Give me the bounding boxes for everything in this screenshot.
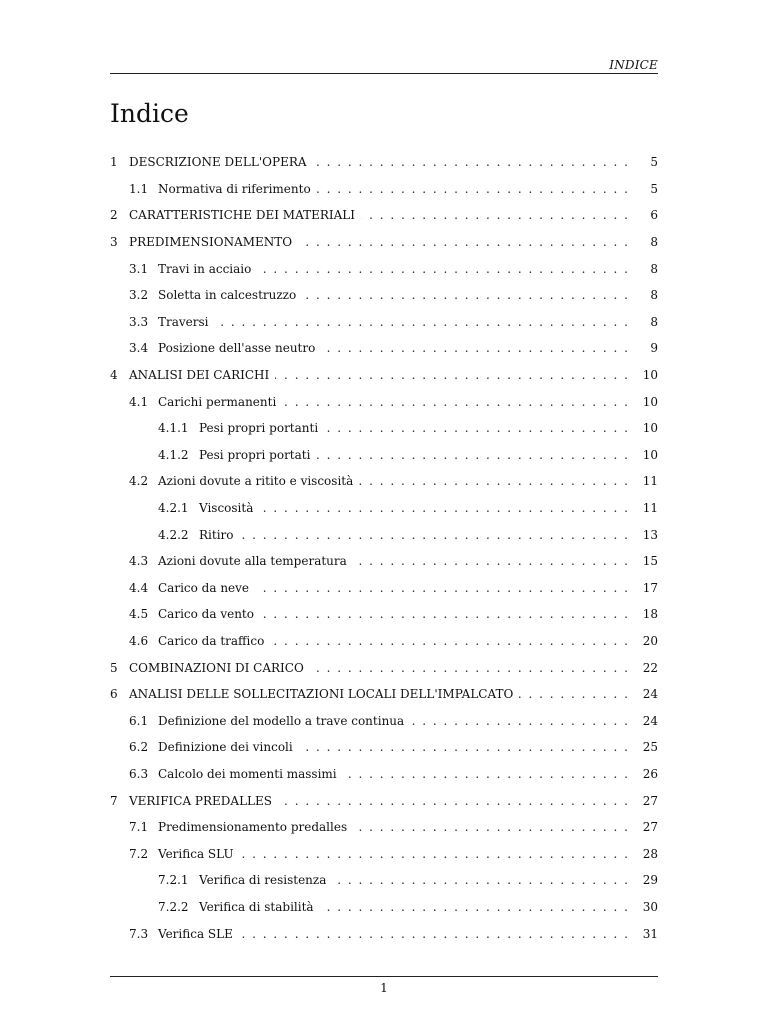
toc-dot-leader — [332, 873, 628, 887]
toc-entry-title: Definizione del modello a trave continua — [158, 713, 405, 728]
toc-entry-page: 24 — [642, 687, 658, 702]
toc-entry[interactable] — [110, 149, 658, 176]
toc-dot-leader — [257, 262, 628, 276]
toc-entry[interactable] — [110, 920, 658, 947]
toc-entry-page: 25 — [642, 740, 658, 755]
toc-entry-title: Travi in acciaio — [158, 261, 252, 276]
footer-rule — [110, 976, 658, 977]
toc-entry[interactable] — [110, 707, 658, 734]
toc-dot-leader — [299, 740, 628, 754]
toc-entry-page: 8 — [650, 235, 658, 250]
toc-entry[interactable] — [110, 468, 658, 495]
toc-entry-page: 11 — [642, 474, 658, 489]
toc-entry[interactable] — [110, 814, 658, 841]
toc-entry-number: 1 — [110, 155, 118, 170]
toc-entry-number: 6.3 — [129, 766, 149, 781]
toc-entry[interactable] — [110, 575, 658, 602]
toc-entry-title: Verifica di resistenza — [199, 873, 327, 888]
toc-entry-number: 7 — [110, 793, 118, 808]
toc-entry-page: 8 — [650, 288, 658, 303]
toc-dot-leader — [278, 794, 628, 808]
toc-entry-number: 4.5 — [129, 607, 149, 622]
toc-dot-leader — [343, 767, 628, 781]
toc-entry[interactable] — [110, 442, 658, 469]
toc-entry-number: 3.2 — [129, 288, 149, 303]
toc-entry-page: 20 — [642, 633, 658, 648]
toc-entry[interactable] — [110, 282, 658, 309]
toc-entry[interactable] — [110, 761, 658, 788]
toc-entry-number: 4.2.1 — [158, 501, 189, 516]
toc-entry[interactable] — [110, 415, 658, 442]
toc-dot-leader — [519, 687, 628, 701]
toc-entry-number: 2 — [110, 208, 118, 223]
toc-entry[interactable] — [110, 309, 658, 336]
toc-entry-page: 17 — [642, 580, 658, 595]
header-rule — [110, 73, 658, 74]
toc-dot-leader — [317, 182, 628, 196]
toc-entry-title: Viscosità — [199, 501, 254, 516]
toc-entry-title: Carico da vento — [158, 607, 254, 622]
toc-dot-leader — [240, 528, 629, 542]
toc-entry-page: 24 — [642, 713, 658, 728]
toc-entry-title: CARATTERISTICHE DEI MATERIALI — [129, 208, 355, 223]
toc-entry-page: 8 — [650, 314, 658, 329]
toc-entry-number: 3.3 — [129, 314, 149, 329]
toc-entry-title: Verifica SLE — [158, 926, 233, 941]
toc-entry-number: 6 — [110, 687, 118, 702]
toc-entry[interactable] — [110, 894, 658, 921]
toc-entry-title: Pesi propri portati — [199, 447, 311, 462]
toc-entry-page: 18 — [642, 607, 658, 622]
table-of-contents — [110, 149, 658, 947]
toc-entry-page: 5 — [650, 181, 658, 196]
toc-entry-number: 7.1 — [129, 820, 149, 835]
toc-dot-leader — [410, 714, 628, 728]
toc-entry-title: PREDIMENSIONAMENTO — [129, 235, 293, 250]
toc-entry-number: 7.3 — [129, 926, 149, 941]
toc-entry-number: 4.3 — [129, 554, 149, 569]
toc-dot-leader — [361, 208, 628, 222]
toc-dot-leader — [353, 554, 628, 568]
toc-entry-page: 29 — [642, 873, 658, 888]
toc-entry-number: 4.4 — [129, 580, 149, 595]
toc-entry-page: 10 — [642, 447, 658, 462]
toc-entry-page: 5 — [650, 155, 658, 170]
toc-dot-leader — [282, 395, 628, 409]
toc-entry-page: 13 — [642, 527, 658, 542]
toc-entry-title: Traversi — [158, 314, 209, 329]
toc-entry-page: 8 — [650, 261, 658, 276]
page-title: Indice — [110, 99, 189, 128]
toc-dot-leader — [259, 501, 628, 515]
toc-entry[interactable] — [110, 521, 658, 548]
toc-entry-title: ANALISI DELLE SOLLECITAZIONI LOCALI DELL'IMPALCATO — [129, 687, 514, 702]
toc-entry[interactable] — [110, 548, 658, 575]
toc-entry-number: 3.4 — [129, 341, 149, 356]
toc-dot-leader — [240, 847, 628, 861]
toc-entry-title: DESCRIZIONE DELL'OPERA — [129, 155, 307, 170]
toc-entry-page: 6 — [650, 208, 658, 223]
toc-dot-leader — [353, 820, 628, 834]
toc-entry-page: 31 — [642, 926, 658, 941]
toc-entry[interactable] — [110, 867, 658, 894]
toc-entry-title: Verifica di stabilità — [199, 899, 314, 914]
toc-entry-number: 7.2.1 — [158, 873, 189, 888]
toc-entry-title: Verifica SLU — [158, 846, 234, 861]
toc-entry[interactable] — [110, 734, 658, 761]
toc-dot-leader — [255, 581, 628, 595]
toc-entry-title: Soletta in calcestruzzo — [158, 288, 297, 303]
toc-entry-title: Normativa di riferimento — [158, 181, 311, 196]
toc-entry-title: Azioni dovute alla temperatura — [158, 554, 347, 569]
toc-entry-page: 10 — [642, 368, 658, 383]
toc-dot-leader — [316, 448, 628, 462]
toc-entry-number: 6.2 — [129, 740, 149, 755]
toc-entry[interactable] — [110, 335, 658, 362]
toc-entry-title: VERIFICA PREDALLES — [129, 793, 273, 808]
page-number: 1 — [380, 981, 388, 995]
toc-dot-leader — [215, 315, 628, 329]
running-head: INDICE — [609, 58, 658, 72]
toc-entry-number: 7.2 — [129, 846, 149, 861]
toc-entry-page: 22 — [642, 660, 658, 675]
toc-dot-leader — [270, 634, 628, 648]
toc-entry-page: 26 — [642, 766, 658, 781]
toc-entry-number: 4.2.2 — [158, 527, 189, 542]
toc-entry-page: 9 — [650, 341, 658, 356]
toc-dot-leader — [260, 607, 628, 621]
toc-entry-title: Posizione dell'asse neutro — [158, 341, 316, 356]
toc-entry[interactable] — [110, 601, 658, 628]
toc-entry-number: 4 — [110, 368, 118, 383]
toc-entry-number: 5 — [110, 660, 118, 675]
toc-dot-leader — [298, 235, 628, 249]
toc-entry[interactable] — [110, 787, 658, 814]
toc-entry-page: 10 — [642, 421, 658, 436]
toc-entry-page: 15 — [642, 554, 658, 569]
toc-entry[interactable] — [110, 840, 658, 867]
toc-entry[interactable] — [110, 388, 658, 415]
toc-entry-number: 3.1 — [129, 261, 149, 276]
toc-entry[interactable] — [110, 176, 658, 203]
toc-entry[interactable] — [110, 229, 658, 256]
toc-entry-title: ANALISI DEI CARICHI — [129, 368, 270, 383]
toc-entry-number: 4.6 — [129, 633, 149, 648]
toc-entry-title: Pesi propri portanti — [199, 421, 319, 436]
toc-entry[interactable] — [110, 628, 658, 655]
toc-dot-leader — [239, 927, 628, 941]
toc-entry-number: 4.1.2 — [158, 447, 189, 462]
toc-entry[interactable] — [110, 654, 658, 681]
toc-entry[interactable] — [110, 362, 658, 389]
toc-entry-title: Definizione dei vincoli — [158, 740, 293, 755]
toc-dot-leader — [313, 155, 628, 169]
toc-entry-title: Carico da traffico — [158, 633, 265, 648]
toc-entry-number: 1.1 — [129, 181, 149, 196]
toc-entry-number: 6.1 — [129, 713, 149, 728]
toc-entry-number: 4.1.1 — [158, 421, 189, 436]
toc-dot-leader — [321, 341, 628, 355]
toc-dot-leader — [302, 288, 628, 302]
toc-entry-title: Ritiro — [199, 527, 234, 542]
toc-entry-page: 10 — [642, 394, 658, 409]
toc-entry-page: 30 — [642, 899, 658, 914]
toc-entry-page: 11 — [642, 501, 658, 516]
toc-dot-leader — [320, 900, 628, 914]
toc-entry[interactable] — [110, 255, 658, 282]
toc-entry-number: 3 — [110, 235, 118, 250]
toc-entry-page: 27 — [642, 820, 658, 835]
toc-entry[interactable] — [110, 495, 658, 522]
toc-entry-title: Carico da neve — [158, 580, 250, 595]
toc-entry-title: COMBINAZIONI DI CARICO — [129, 660, 304, 675]
toc-entry-page: 28 — [642, 846, 658, 861]
toc-entry-title: Azioni dovute a ritito e viscosità — [158, 474, 354, 489]
toc-entry[interactable] — [110, 681, 658, 708]
toc-entry-title: Predimensionamento predalles — [158, 820, 348, 835]
toc-dot-leader — [310, 661, 628, 675]
toc-entry-title: Carichi permanenti — [158, 394, 277, 409]
toc-dot-leader — [359, 474, 628, 488]
toc-dot-leader — [324, 421, 628, 435]
toc-entry-number: 4.2 — [129, 474, 149, 489]
toc-entry-number: 7.2.2 — [158, 899, 189, 914]
toc-dot-leader — [275, 368, 628, 382]
toc-entry-page: 27 — [642, 793, 658, 808]
toc-entry-number: 4.1 — [129, 394, 149, 409]
toc-entry-title: Calcolo dei momenti massimi — [158, 766, 337, 781]
toc-entry[interactable] — [110, 202, 658, 229]
